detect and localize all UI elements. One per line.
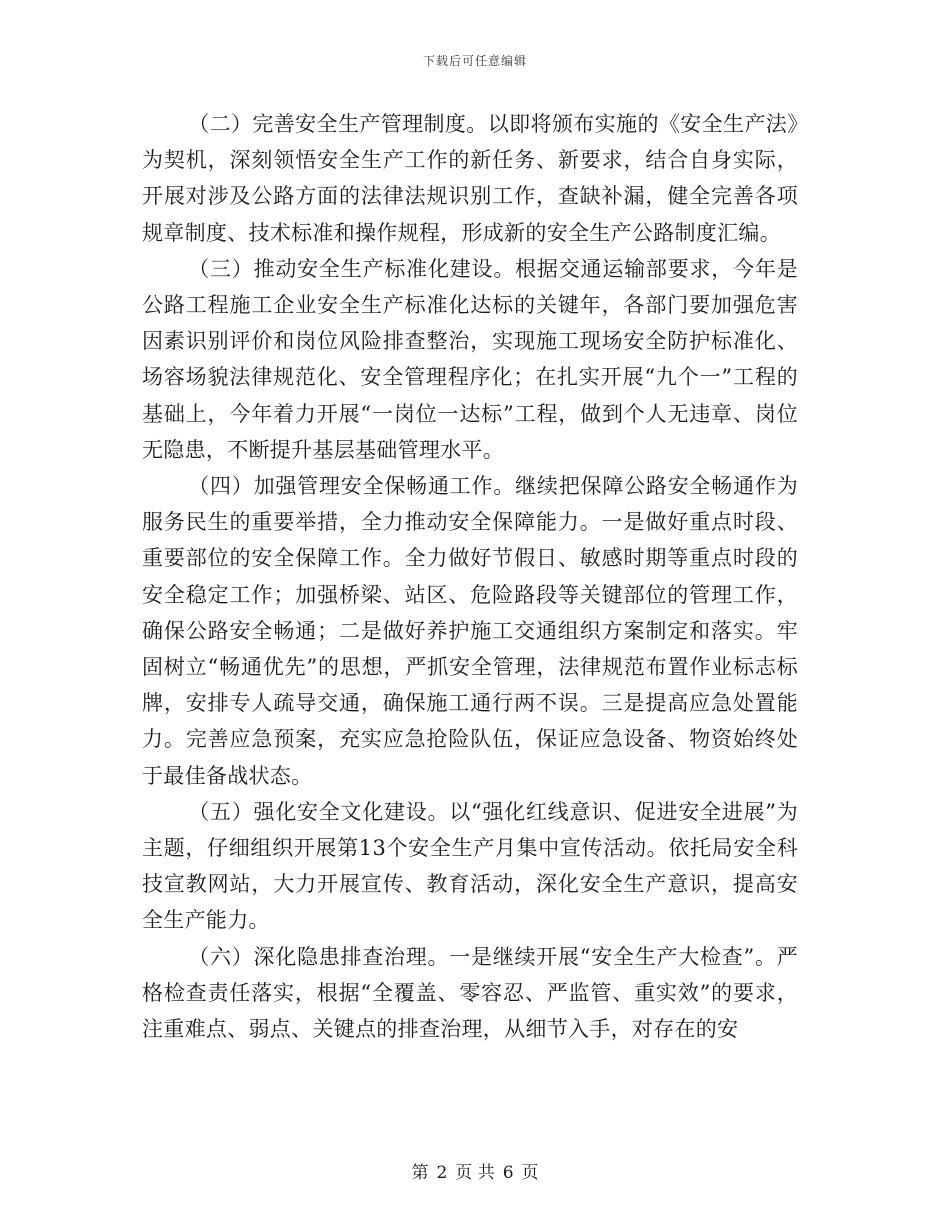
paragraph-3: （三）推动安全生产标准化建设。根据交通运输部要求，今年是公路工程施工企业安全生产标准化达标的关键年，各部门要加强危害因素识别评价和岗位风险排查整治，实现施工现场安全防护标准化、场容场貌法律规范化、安全管理程序化；在扎实开展“九个一”工程的基础上，今年着力开展“一岗位一达标”工程，做到个人无违章、岗位无隐患，不断提升基层基础管理水平。: [142, 256, 798, 462]
page-header-note: 下载后可任意编辑: [422, 54, 527, 68]
paragraph-6: （六）深化隐患排查治理。一是继续开展“安全生产大检查”。严格检查责任落实，根据“全覆盖、零容忍、严监管、重实效”的要求，注重难点、弱点、关键点的排查治理，从细节入手，对存在的安: [142, 944, 798, 1042]
paragraph-4: （四）加强管理安全保畅通工作。继续把保障公路安全畅通作为服务民生的重要举措，全力推动安全保障能力。一是做好重点时段、重要部位的安全保障工作。全力做好节假日、敏感时期等重点时段的安全稳定工作；加强桥梁、站区、危险路段等关键部位的管理工作，确保公路安全畅通；二是做好养护施工交通组织方案制定和落实。牢固树立“畅通优先”的思想，严抓安全管理，法律规范布置作业标志标牌，安排专人疏导交通，确保施工通行两不误。三是提高应急处置能力。完善应急预案，充实应急抢险队伍，保证应急设备、物资始终处于最佳备战状态。: [142, 474, 798, 788]
page-number: [0, 1158, 950, 1183]
document-body: [142, 106, 798, 1047]
paragraph-5: （五）强化安全文化建设。以“强化红线意识、促进安全进展”为主题，仔细组织开展第13个安全生产月集中宣传活动。依托局安全科技宣教网站，大力开展宣传、教育活动，深化安全生产意识，提高安全生产能力。: [142, 799, 798, 933]
current-page: 2: [436, 1163, 448, 1183]
page-number-suffix: 页: [521, 1163, 539, 1183]
total-pages: 6: [502, 1163, 514, 1183]
page-number-prefix: 第: [411, 1163, 429, 1183]
paragraph-2: （二）完善安全生产管理制度。以即将颁布实施的《安全生产法》为契机，深刻领悟安全生产工作的新任务、新要求，结合自身实际，开展对涉及公路方面的法律法规识别工作，查缺补漏，健全完善各项规章制度、技术标准和操作规程，形成新的安全生产公路制度汇编。: [142, 112, 798, 245]
page-number-middle: 页 共: [455, 1163, 495, 1183]
